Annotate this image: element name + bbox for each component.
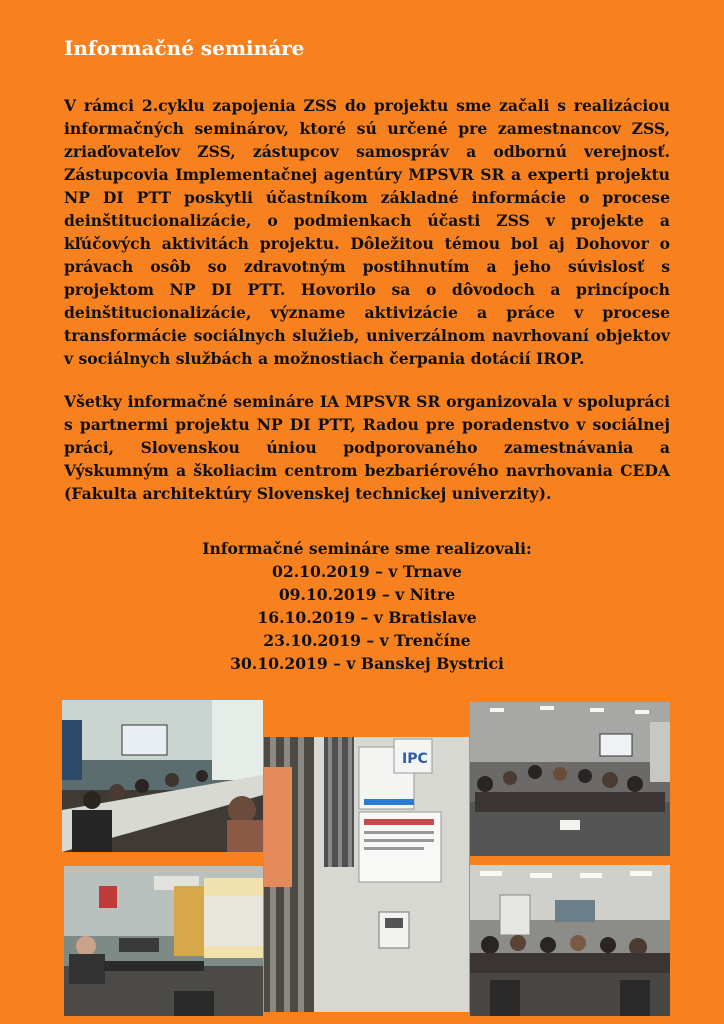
- seminar-photo-5: [470, 865, 670, 1016]
- schedule-item: 09.10.2019 – v Nitre: [278, 585, 456, 604]
- schedule-item: 30.10.2019 – v Banskej Bystrici: [230, 654, 504, 673]
- ipc-sign: IPC: [402, 751, 428, 767]
- paragraph-partners: Všetky informačné semináre IA MPSVR SR organizovala v spolupráci s partnermi projektu NP DI PTT, Radou pre poradenstvo v sociálnej práci, Slovenskou úniou podporovaného zamestnávania a Výskumným a školiacim centrom bezbariérového navrhovania CEDA (Fakulta architektúry Slovenskej technickej univerzity).: [64, 392, 670, 503]
- seminar-schedule: [64, 537, 670, 675]
- page-title: Informačné semináre: [64, 36, 305, 60]
- article-body: [64, 94, 670, 525]
- schedule-item: 23.10.2019 – v Trenčíne: [263, 631, 471, 650]
- schedule-item: 02.10.2019 – v Trnave: [272, 562, 462, 581]
- seminar-photo-3: [470, 702, 670, 856]
- paragraph-intro: V rámci 2.cyklu zapojenia ZSS do projektu sme začali s realizáciou informačných seminárov, ktoré sú určené pre zamestnancov ZSS, zriaďovateľov ZSS, zástupcov samospráv a odbornú verejnosť. Zástupcovia Implementačnej agentúry MPSVR SR a experti projektu NP DI PTT poskytli účastníkom základné informácie o procese deinštitucionalizácie, o podmienkach účasti ZSS v projekte a kľúčových aktivitách projektu. Dôležitou témou bol aj Dohovor o právach osôb so zdravotným postihnutím a jeho súvislosť s projektom NP DI PTT. Hovorilo sa o dôvodoch a princípoch deinštitucionalizácie, význame aktivizácie a práce v procese transformácie sociálnych služieb, univerzálnom navrhovaní objektov v sociálnych službách a možnostiach čerpania dotácií IROP.: [64, 96, 670, 368]
- schedule-heading: Informačné semináre sme realizovali:: [202, 539, 532, 558]
- seminar-photo-4: [64, 866, 263, 1016]
- seminar-photo-1: [62, 700, 263, 852]
- schedule-item: 16.10.2019 – v Bratislave: [257, 608, 477, 627]
- seminar-photo-2: [264, 737, 469, 1012]
